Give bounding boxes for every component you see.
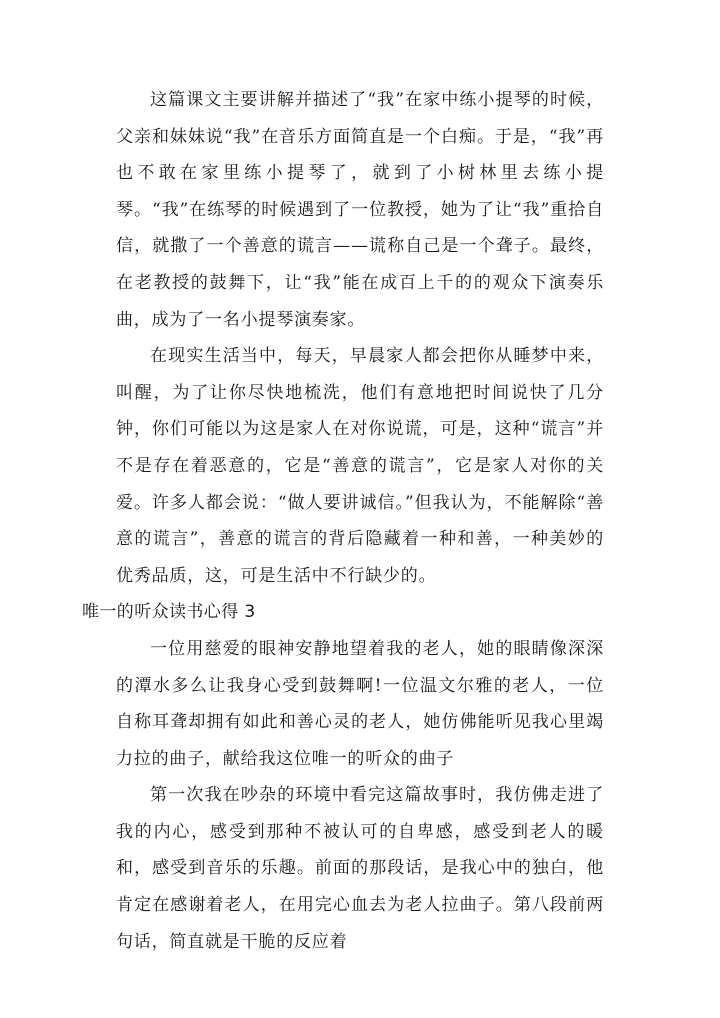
paragraph-white-lie-reflection: 在现实生活当中，每天，早晨家人都会把你从睡梦中来，叫醒，为了让你尽快地梳洗，他们有意地把时间说快了几分钟，你们可能以为这是家人在对你说谎，可是，这种“谎言”并不是存在着恶意的，它是“善意的谎言”，它是家人对你的关爱。许多人都会说：“做人要讲诚信。”但我认为，不能解除“善意的谎言”，善意的谎言的背后隐藏着一种和善，一种美妙的优秀品质，这，可是生活中不行缺少的。	[116, 346, 604, 586]
section-title: 唯一的听众读书心得 3	[82, 602, 256, 623]
paragraph-old-lady: 一位用慈爱的眼神安静地望着我的老人，她的眼睛像深深的潭水多么让我身心受到鼓舞啊!一位温文尔雅的老人，一位自称耳聋却拥有如此和善心灵的老人，她仿佛能听见我心里竭力拉的曲子，献给我这位唯一的听众的曲子	[116, 638, 604, 769]
paragraph-story-summary: 这篇课文主要讲解并描述了“我”在家中练小提琴的时候，父亲和妹妹说“我”在音乐方面简直是一个白痴。于是，“我”再也不敢在家里练小提琴了，就到了小树林里去练小提琴。“我”在练琴的时候遇到了一位教授，她为了让“我”重拾自信，就撒了一个善意的谎言——谎称自己是一个聋子。最终，在老教授的鼓舞下，让“我”能在成百上千的的观众下演奏乐曲，成为了一名小提琴演奏家。	[116, 90, 604, 330]
article-body	[82, 82, 604, 960]
paragraph-first-reading: 第一次我在吵杂的环境中看完这篇故事时，我仿佛走进了我的内心，感受到那种不被认可的自卑感，感受到老人的暖和，感受到音乐的乐趣。前面的那段话，是我心中的独白，他肯定在感谢着老人，在用完心血去为老人拉曲子。第八段前两句话，简直就是干脆的反应着	[116, 785, 604, 952]
